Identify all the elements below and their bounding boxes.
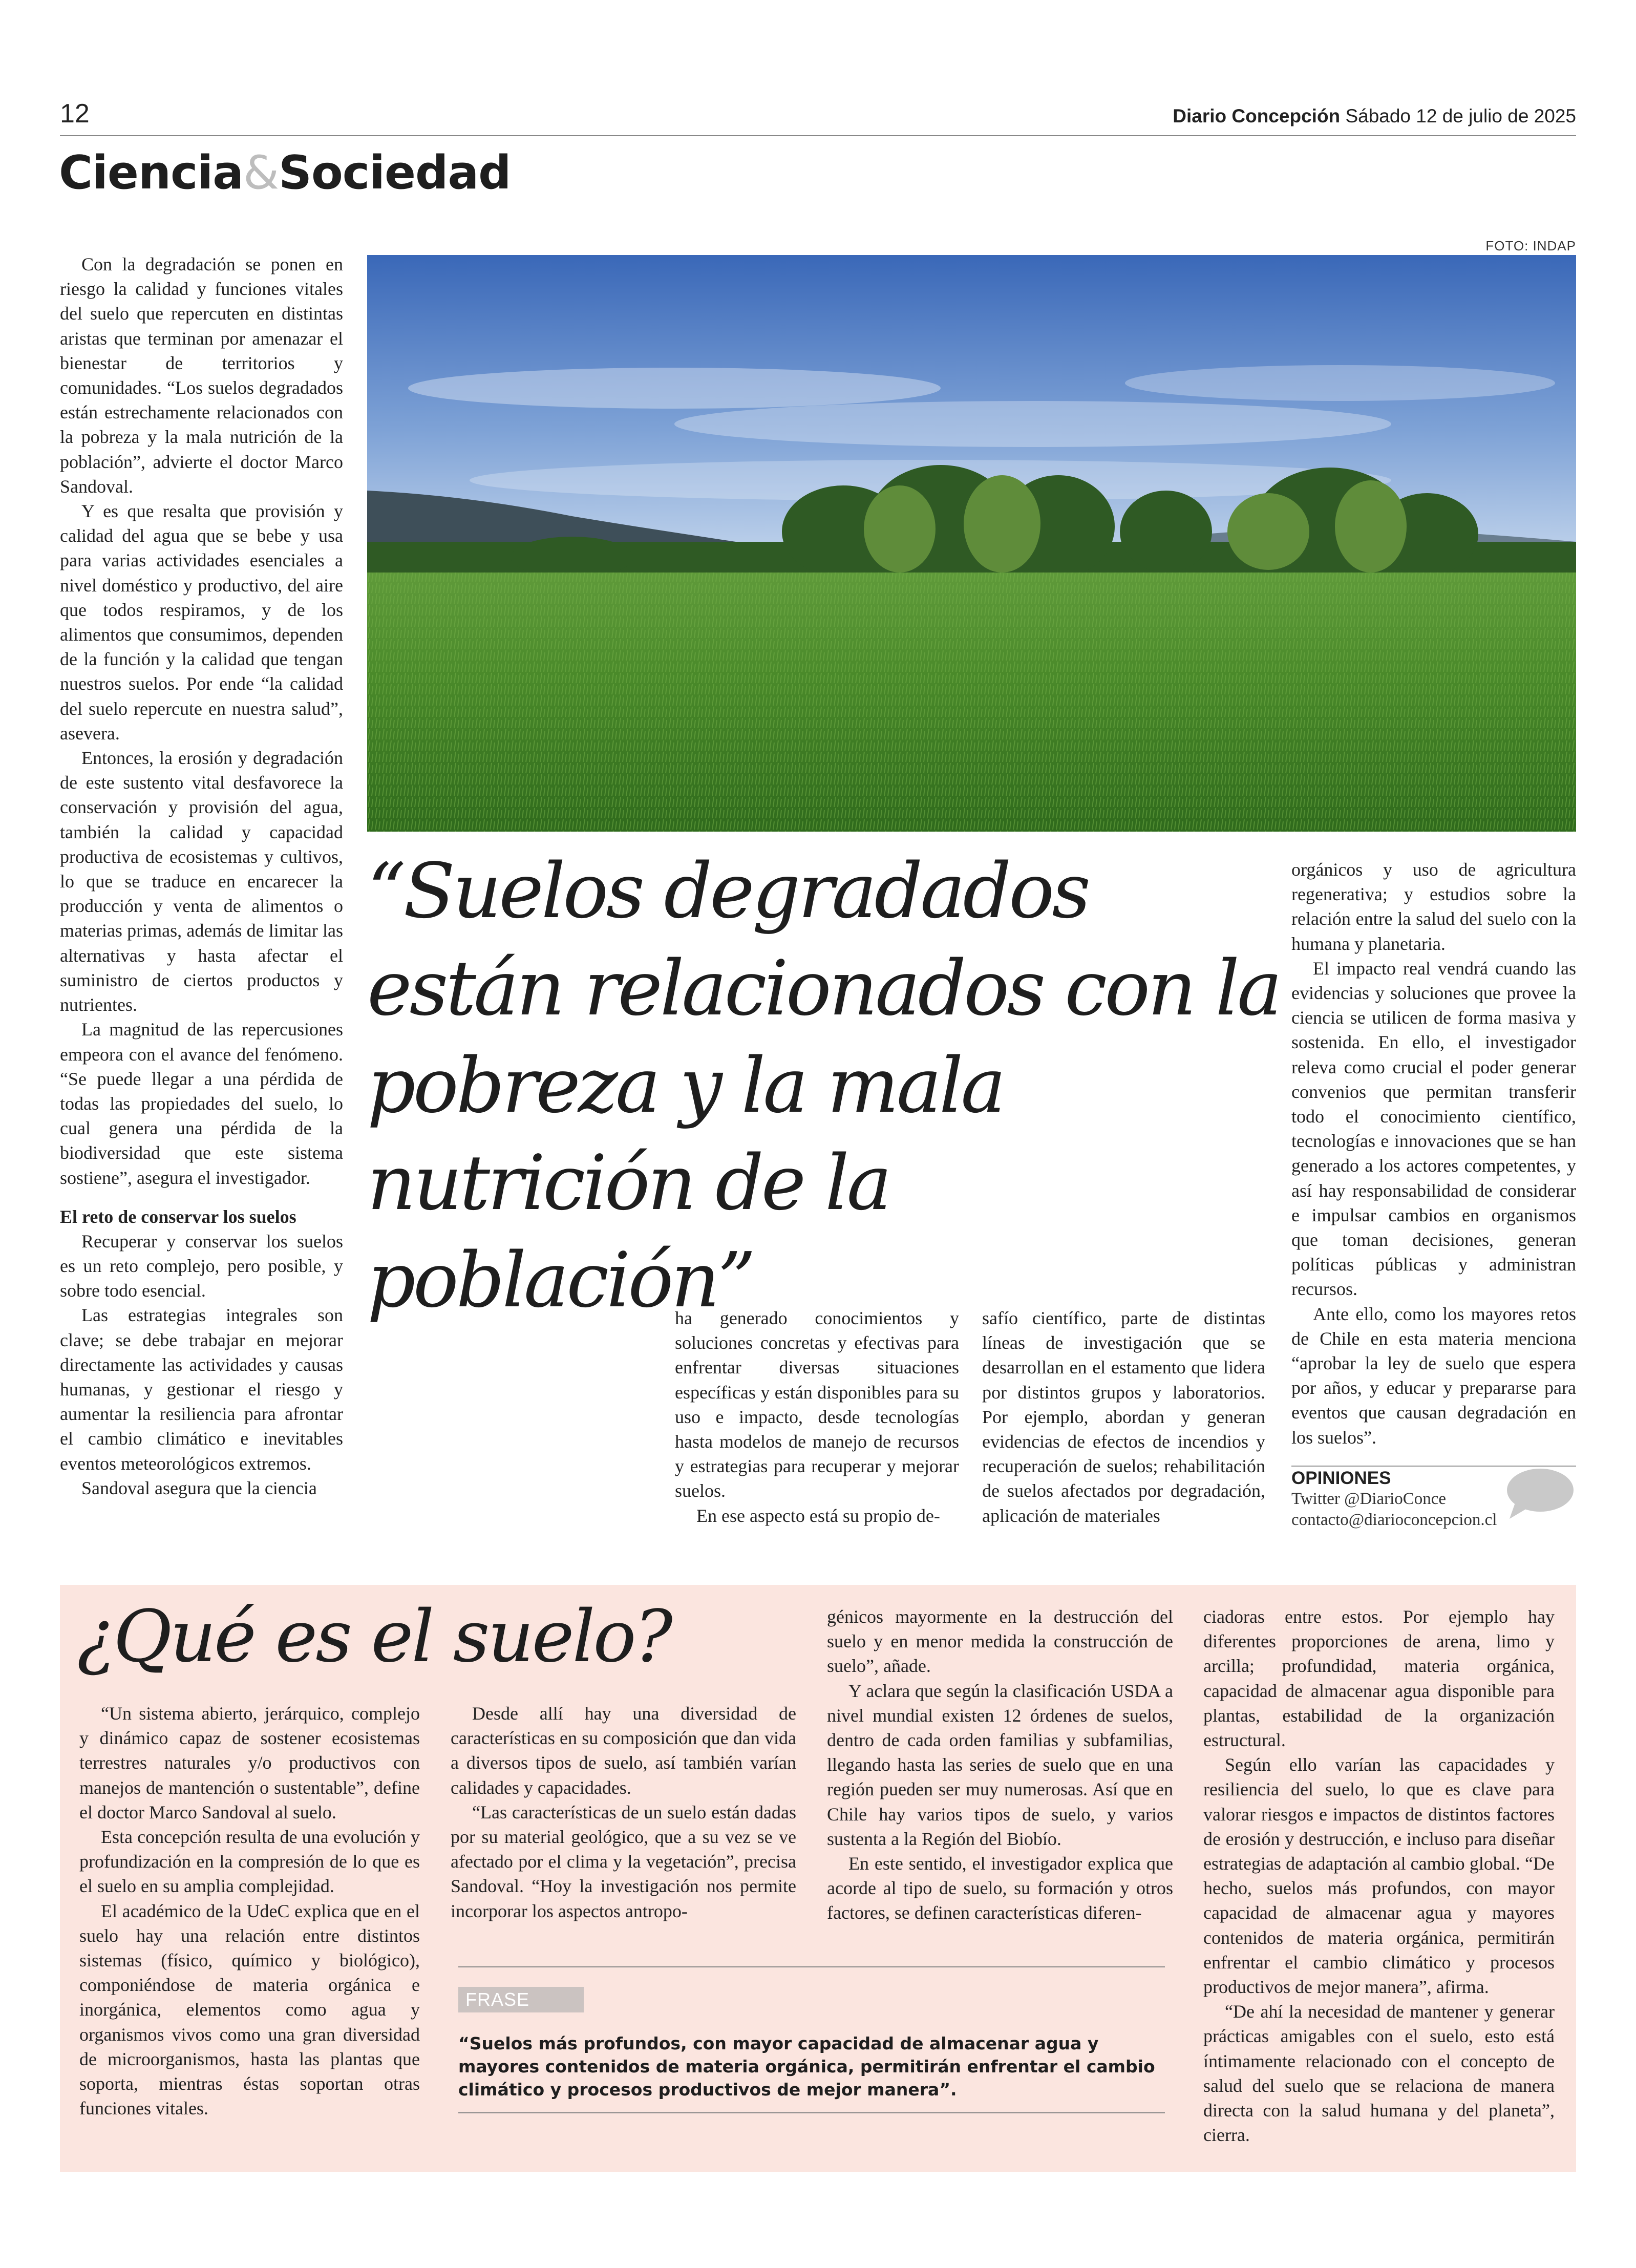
- section-title-part1: Ciencia: [59, 146, 243, 200]
- paragraph: Recuperar y conservar los suelos es un reto complejo, pero posible, y sobre todo esencial.: [60, 1231, 343, 1301]
- publication-date: Sábado 12 de julio de 2025: [1345, 105, 1576, 126]
- paragraph: Según ello varían las capacidades y resiliencia del suelo, lo que es clave para valorar riesgos e impactos de distintos factores de erosión y destrucción, e incluso para diseñar estrategias de adaptación al cambio global. “De hecho, suelos más profundos, con mayor capacidad de almacenar agua y mayores contenidos de materia orgánica, permitirán enfrentar el cambio climático y procesos productivos de mejor manera”, afirma.: [1203, 1754, 1555, 1998]
- section-title-part2: Sociedad: [279, 146, 511, 200]
- paragraph: Esta concepción resulta de una evolución y profundización en la compresión de lo que es el suelo en su amplia complejidad.: [79, 1827, 420, 1897]
- box-column-3: [827, 1604, 1173, 1925]
- section-title: [59, 146, 511, 200]
- box-column-2: [451, 1701, 796, 1923]
- section-title-amp: &: [243, 146, 279, 200]
- paragraph: En este sentido, el investigador explica que acorde al tipo de suelo, su formación y otros factores, se definen características diferen-: [827, 1853, 1173, 1923]
- photo-credit: FOTO: INDAP: [1485, 238, 1576, 253]
- paragraph: La magnitud de las repercusiones empeora con el avance del fenómeno. “Se puede llegar a una pérdida de todas las propiedades del suelo, lo cual genera una pérdida de la biodiversidad que este sistema sostiene”, asegura el investigador.: [60, 1019, 343, 1188]
- paragraph: Desde allí hay una diversidad de características en su composición que dan vida a diversos tipos de suelo, así también varían calidades y capacidades.: [451, 1703, 796, 1798]
- page-number: 12: [60, 99, 90, 129]
- box-column-4: [1203, 1604, 1555, 2147]
- paragraph: ciadoras entre estos. Por ejemplo hay diferentes proporciones de arena, limo y arcilla; profundidad, materia orgánica, capacidad de almacenar agua disponible para plantas, estabilidad de la organización estructural.: [1203, 1606, 1555, 1751]
- paragraph: Sandoval asegura que la ciencia: [81, 1477, 317, 1498]
- paragraph: ha generado conocimientos y soluciones concretas y efectivas para enfrentar diversas situaciones específicas y están disponibles para su uso e impacto, desde tecnologías hasta modelos de manejo de recursos y estrategias para recuperar y mejorar suelos.: [675, 1308, 959, 1501]
- paragraph: Las estrategias integrales son clave; se debe trabajar en mejorar directamente las actividades y causas humanas, y gestionar el riesgo y aumentar la resiliencia para afrontar el cambio climático e inevitables eventos meteorológicos extremos.: [60, 1305, 343, 1474]
- frase-text: “Suelos más profundos, con mayor capacidad de almacenar agua y mayores contenidos de materia orgánica, permitirán enfrentar el cambio climático y procesos productivos de mejor manera”.: [458, 2033, 1155, 2100]
- field-photo: [367, 255, 1576, 832]
- paragraph: Y aclara que según la clasificación USDA a nivel mundial existen 12 órdenes de suelos, dentro de cada orden familias y subfamilias, llegando hasta las series de suelo que en una región pueden ser muy numerosas. Así que en Chile hay varios tipos de suelo, y varios sustenta a la Región del Biobío.: [827, 1680, 1173, 1849]
- article-column-1: [60, 252, 343, 1500]
- dateline: [1173, 105, 1576, 127]
- twitter-handle[interactable]: Twitter @DiarioConce: [1291, 1490, 1447, 1508]
- paragraph: Ante ello, como los mayores retos de Chile en esta materia menciona “aprobar la ley de suelo que espera por años, y educar y prepararse para eventos que causan degradación en los suelos”.: [1291, 1303, 1576, 1448]
- paragraph: génicos mayormente en la destrucción del suelo y en menor medida la construcción de suelo”, añade.: [827, 1606, 1173, 1677]
- article-column-4: [1291, 857, 1576, 1450]
- paragraph: Con la degradación se ponen en riesgo la calidad y funciones vitales del suelo que repercuten en distintas aristas que terminan por amenazar el bienestar de territorios y comunidades. “Los suelos degradados están estrechamente relacionados con la pobreza y la mala nutrición de la población”, advierte el doctor Marco Sandoval.: [60, 254, 343, 497]
- frase-label: FRASE: [458, 1987, 584, 2012]
- paragraph: El académico de la UdeC explica que en el suelo hay una relación entre distintos sistemas (físico, químico y biológico), componiéndose de materia orgánica e inorgánica, elementos como agua y organismos vivos como una gran diversidad de microorganismos, hasta las plantas que soporta, mientras éstas soportan otras funciones vitales.: [79, 1900, 420, 2119]
- publication-name: Diario Concepción: [1173, 105, 1341, 126]
- header-rule: [60, 135, 1576, 136]
- paragraph: “Un sistema abierto, jerárquico, complejo y dinámico capaz de sostener ecosistemas terrestres naturales y/o productivos con manejos de mantención o sustentable”, define el doctor Marco Sandoval al suelo.: [79, 1703, 420, 1822]
- article-column-2: [675, 1306, 959, 1528]
- info-box-title: ¿Qué es el suelo?: [77, 1595, 671, 1679]
- box-column-1: [79, 1701, 420, 2121]
- frase-rule-bottom: [458, 2112, 1165, 2113]
- contact-email[interactable]: contacto@diarioconcepcion.cl: [1291, 1511, 1497, 1529]
- paragraph: “Las características de un suelo están dadas por su material geológico, que a su vez se ve afectado por el clima y la vegetación”, precisa Sandoval. “Hoy la investigación nos permite incorporar los aspectos antropo-: [451, 1801, 796, 1921]
- speech-bubble-icon: [1500, 1466, 1575, 1522]
- pull-quote: “Suelos degradados están relacionados con la pobreza y la mala nutrición de la población”: [367, 847, 1280, 1324]
- paragraph: En ese aspecto está su propio de-: [696, 1505, 940, 1526]
- frase-rule-top: [458, 1966, 1165, 1967]
- paragraph: orgánicos y uso de agricultura regenerativa; y estudios sobre la relación entre la salud del suelo con la humana y planetaria.: [1291, 859, 1576, 954]
- subheading: El reto de conservar los suelos: [60, 1206, 296, 1227]
- paragraph: “De ahí la necesidad de mantener y generar prácticas amigables con el suelo, esto está íntimamente relacionado con el concepto de salud del suelo que se relaciona de manera directa con la salud humana y del planeta”, cierra.: [1203, 2001, 1555, 2146]
- paragraph: Y es que resalta que provisión y calidad del agua que se bebe y usa para varias actividades esenciales a nivel doméstico y productivo, del aire que todos respiramos, y de los alimentos que consumimos, dependen de la función y la calidad que tengan nuestros suelos. Por ende “la calidad del suelo repercute en nuestra salud”, asevera.: [60, 501, 343, 744]
- opinions-heading: OPINIONES: [1291, 1468, 1391, 1488]
- paragraph: El impacto real vendrá cuando las evidencias y soluciones que provee la ciencia se utilicen de forma masiva y sostenida. En ello, el investigador releva como crucial el poder generar convenios que permitan transferir todo el conocimiento científico, tecnologías e innovaciones que se han generado a los actores competentes, y así hay responsabilidad de considerar e impulsar cambios en organismos que toman decisiones, generan políticas públicas y administran recursos.: [1291, 958, 1576, 1300]
- article-column-3: [982, 1306, 1265, 1528]
- paragraph: Entonces, la erosión y degradación de este sustento vital desfavorece la conservación y provisión del agua, también la calidad y capacidad productiva de ecosistemas y cultivos, lo que se traduce en encarecer la producción y venta de alimentos o materias primas, además de limitar las alternativas y hasta afectar el suministro de ciertos productos y nutrientes.: [60, 748, 343, 1015]
- paragraph: safío científico, parte de distintas líneas de investigación que se desarrollan en el estamento que lidera por distintos grupos y laboratorios. Por ejemplo, abordan y generan evidencias de efectos de incendios y recuperación de suelos; rehabilitación de suelos afectados por degradación, aplicación de materiales: [982, 1308, 1265, 1526]
